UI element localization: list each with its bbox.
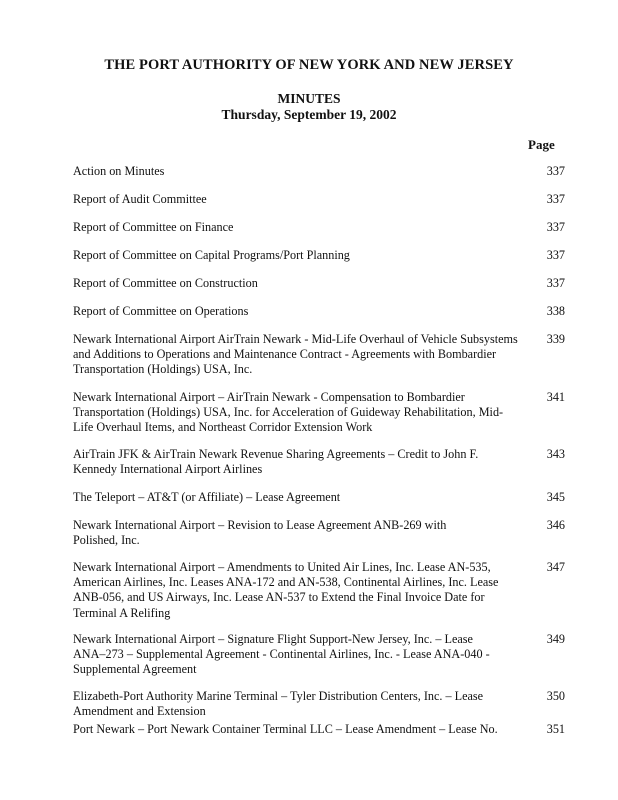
toc-entry-page: 350 (546, 689, 565, 703)
toc-entry-committee-finance (73, 220, 565, 235)
toc-entry-page: 351 (546, 722, 565, 736)
toc-entry-tyler-distribution (73, 689, 565, 719)
toc-entry-title: Report of Committee on Capital Programs/Port Planning (73, 248, 350, 262)
toc-entry-title: AirTrain JFK & AirTrain Newark Revenue Sharing Agreements – Credit to John F. Kennedy International Airport Airlines (73, 447, 479, 477)
toc-entry-signature-flight (73, 632, 565, 678)
toc-entry-title: Port Newark – Port Newark Container Terminal LLC – Lease Amendment – Lease No. (73, 722, 498, 736)
toc-entry-action-on-minutes (73, 164, 565, 179)
toc-entry-page: 338 (546, 304, 565, 318)
toc-entry-airtrain-compensation (73, 390, 565, 436)
toc-entry-page: 349 (546, 632, 565, 646)
toc-entry-audit-committee (73, 192, 565, 207)
toc-entry-port-newark-container (73, 722, 565, 737)
toc-entry-page: 337 (546, 276, 565, 290)
toc-entry-title: Report of Committee on Operations (73, 304, 249, 318)
toc-entry-title: The Teleport – AT&T (or Affiliate) – Lease Agreement (73, 490, 341, 504)
organization-title: THE PORT AUTHORITY OF NEW YORK AND NEW JERSEY (104, 57, 514, 73)
toc-entry-anb-269-revision (73, 518, 565, 548)
toc-entry-lease-amendments (73, 560, 565, 621)
toc-entry-page: 337 (546, 248, 565, 262)
toc-entry-committee-capital-programs (73, 248, 565, 263)
toc-entry-committee-operations (73, 304, 565, 319)
meeting-date: Thursday, September 19, 2002 (221, 107, 397, 122)
toc-entry-title: Action on Minutes (73, 164, 165, 178)
toc-entry-title: Newark International Airport AirTrain Newark - Mid-Life Overhaul of Vehicle Subsystems and Additions to Operations and Maintenance Contract - Agreements with Bombardier Transportation (Holdings) USA, Inc. (73, 332, 518, 377)
toc-entry-title: Newark International Airport – Revision to Lease Agreement ANB-269 with Polished, Inc. (73, 518, 447, 548)
toc-entry-title: Report of Committee on Finance (73, 220, 234, 234)
toc-entry-page: 337 (546, 192, 565, 206)
toc-entry-revenue-sharing (73, 447, 565, 477)
page-column-header: Page (528, 137, 555, 152)
toc-entry-page: 346 (546, 518, 565, 532)
toc-entry-teleport-lease (73, 490, 565, 505)
toc-entry-title: Newark International Airport – Amendments to United Air Lines, Inc. Lease AN-535, American Airlines, Inc. Leases ANA-172 and AN-538, Continental Airlines, Inc. Lease ANB-056, and US Airways, Inc. Lease AN-537 to Extend the Final Invoice Date for Terminal A Relifing (73, 560, 499, 620)
toc-entry-title: Report of Audit Committee (73, 192, 207, 206)
toc-entry-page: 339 (546, 332, 565, 346)
document-type-title: MINUTES (277, 91, 341, 106)
toc-entry-title: Report of Committee on Construction (73, 276, 258, 290)
toc-entry-page: 341 (546, 390, 565, 404)
toc-entry-page: 345 (546, 490, 565, 504)
toc-entry-page: 343 (546, 447, 565, 461)
toc-entry-page: 347 (546, 560, 565, 574)
toc-entry-page: 337 (546, 164, 565, 178)
toc-entry-title: Newark International Airport – AirTrain Newark - Compensation to Bombardier Transportation (Holdings) USA, Inc. for Acceleration of Guideway Rehabilitation, Mid-Life Overhaul Items, and Northeast Corridor Extension Work (73, 390, 504, 435)
toc-entry-title: Newark International Airport – Signature Flight Support-New Jersey, Inc. – Lease ANA–273 – Supplemental Agreement - Continental Airlines, Inc. - Lease ANA-040 - Supplemental Agreement (73, 632, 490, 677)
toc-entry-title: Elizabeth-Port Authority Marine Terminal – Tyler Distribution Centers, Inc. – Lease Amendment and Extension (73, 689, 484, 719)
toc-entry-page: 337 (546, 220, 565, 234)
toc-entry-airtrain-overhaul (73, 332, 565, 378)
toc-entry-committee-construction (73, 276, 565, 291)
